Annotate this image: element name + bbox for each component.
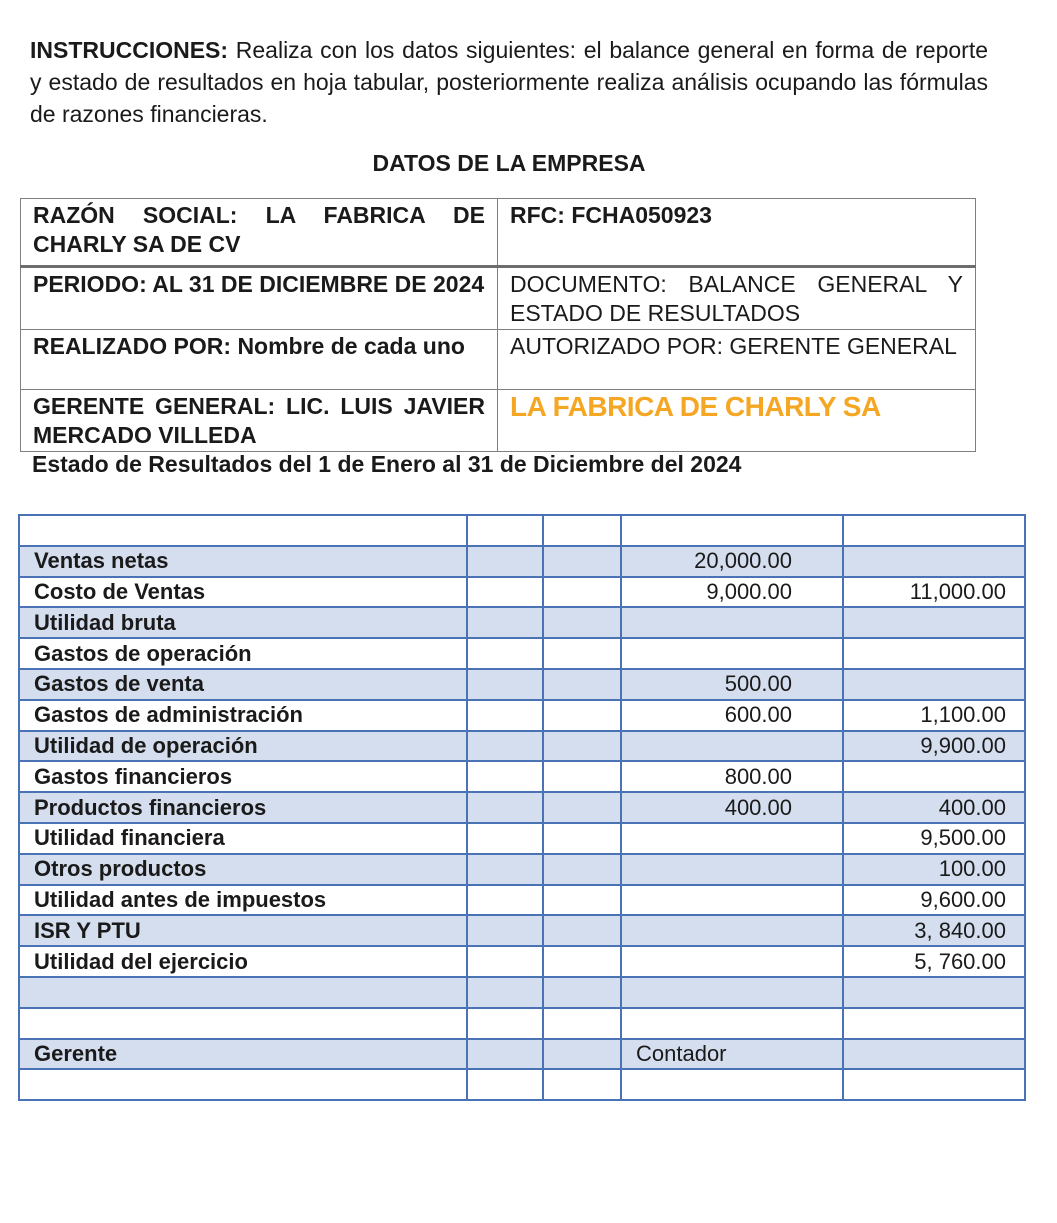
row-cell [543,607,621,638]
table-row [19,731,1025,762]
instructions-text: Realiza con los datos siguientes: el balance general en forma de reporte y estado de resultados en hoja tabular, posteriormente realiza análisis ocupando las fórmulas de razones financieras. [30,37,988,127]
row-partial-cell [621,915,843,946]
row-total-cell [843,1069,1025,1100]
row-label-cell: Productos financieros [19,792,467,823]
row-total-cell [843,761,1025,792]
row-partial-cell: 20,000.00 [621,546,843,577]
row-partial-cell: Contador [621,1039,843,1070]
row-total-cell: 9,900.00 [843,731,1025,762]
row-total-cell [843,1039,1025,1070]
row-label-cell: Otros productos [19,854,467,885]
row-cell [467,515,543,546]
row-cell [543,792,621,823]
row-label-cell: Gastos de administración [19,700,467,731]
row-label-cell: Gerente [19,1039,467,1070]
row-label-cell: ISR Y PTU [19,915,467,946]
row-total-cell: 100.00 [843,854,1025,885]
row-cell [543,761,621,792]
row-total-cell: 11,000.00 [843,577,1025,608]
row-label-cell: Utilidad financiera [19,823,467,854]
row-total-cell: 9,600.00 [843,885,1025,916]
row-partial-cell: 9,000.00 [621,577,843,608]
row-partial-cell [621,977,843,1008]
table-row [19,915,1025,946]
row-cell [543,854,621,885]
statement-title: Estado de Resultados del 1 de Enero al 31 de Diciembre del 2024 [32,451,742,477]
row-cell [467,823,543,854]
row-total-cell [843,515,1025,546]
row-cell [543,946,621,977]
row-cell [467,792,543,823]
row-partial-cell [621,854,843,885]
instructions-paragraph [30,34,988,130]
row-label-cell: Utilidad bruta [19,607,467,638]
row-cell [543,546,621,577]
row-cell [467,638,543,669]
row-cell [543,915,621,946]
documento-cell: DOCUMENTO: BALANCE GENERAL Y ESTADO DE RESULTADOS [498,267,976,330]
table-row [19,946,1025,977]
row-cell [467,915,543,946]
income-statement-table [18,514,1026,1101]
row-partial-cell [621,1069,843,1100]
row-partial-cell: 800.00 [621,761,843,792]
row-partial-cell: 400.00 [621,792,843,823]
row-cell [467,607,543,638]
row-cell [467,854,543,885]
row-partial-cell [621,638,843,669]
row-partial-cell: 600.00 [621,700,843,731]
razon-social-cell: RAZÓN SOCIAL: LA FABRICA DE CHARLY SA DE CV [21,199,498,267]
row-total-cell: 5, 760.00 [843,946,1025,977]
row-cell [467,731,543,762]
table-row [19,977,1025,1008]
row-cell [467,977,543,1008]
table-row [19,854,1025,885]
row-label-cell [19,977,467,1008]
row-cell [543,577,621,608]
instructions-label: INSTRUCCIONES: [30,37,229,63]
row-cell [467,700,543,731]
row-label-cell [19,1008,467,1039]
row-cell [467,946,543,977]
row-partial-cell: 500.00 [621,669,843,700]
row-total-cell: 3, 840.00 [843,915,1025,946]
section-title: DATOS DE LA EMPRESA [372,150,646,176]
table-row [19,638,1025,669]
row-total-cell: 9,500.00 [843,823,1025,854]
table-row [19,885,1025,916]
rfc-cell: RFC: FCHA050923 [498,199,976,267]
table-row [19,577,1025,608]
row-label-cell: Gastos de operación [19,638,467,669]
row-cell [543,977,621,1008]
table-row [19,607,1025,638]
table-row [19,1069,1025,1100]
table-row [19,546,1025,577]
row-cell [543,885,621,916]
table-row [19,761,1025,792]
row-total-cell [843,638,1025,669]
row-partial-cell [621,823,843,854]
row-cell [543,1039,621,1070]
row-cell [467,885,543,916]
row-label-cell: Utilidad de operación [19,731,467,762]
row-cell [467,546,543,577]
row-partial-cell [621,515,843,546]
gerente-cell: GERENTE GENERAL: LIC. LUIS JAVIER MERCADO VILLEDA [21,390,498,452]
table-row [19,515,1025,546]
row-cell [467,1039,543,1070]
table-row [19,823,1025,854]
row-cell [543,669,621,700]
row-cell [543,700,621,731]
row-total-cell: 1,100.00 [843,700,1025,731]
table-row [19,1008,1025,1039]
table-row [19,700,1025,731]
row-label-cell: Costo de Ventas [19,577,467,608]
row-cell [543,515,621,546]
periodo-cell: PERIODO: AL 31 DE DICIEMBRE DE 2024 [21,267,498,330]
row-partial-cell [621,885,843,916]
row-partial-cell [621,731,843,762]
row-partial-cell [621,946,843,977]
row-partial-cell [621,607,843,638]
row-cell [543,731,621,762]
row-cell [467,577,543,608]
row-label-cell: Utilidad antes de impuestos [19,885,467,916]
row-total-cell: 400.00 [843,792,1025,823]
row-label-cell [19,1069,467,1100]
row-total-cell [843,1008,1025,1039]
row-label-cell: Gastos de venta [19,669,467,700]
row-partial-cell [621,1008,843,1039]
row-total-cell [843,669,1025,700]
row-cell [467,669,543,700]
table-row [19,1039,1025,1070]
row-cell [467,761,543,792]
row-total-cell [843,546,1025,577]
row-label-cell: Utilidad del ejercicio [19,946,467,977]
table-row [19,669,1025,700]
row-cell [467,1069,543,1100]
company-info-table [20,198,976,452]
row-label-cell: Gastos financieros [19,761,467,792]
brand-cell: LA FABRICA DE CHARLY SA [498,390,976,452]
autorizado-cell: AUTORIZADO POR: GERENTE GENERAL [498,330,976,390]
row-cell [543,1008,621,1039]
realizado-cell: REALIZADO POR: Nombre de cada uno [21,330,498,390]
row-cell [543,823,621,854]
row-label-cell [19,515,467,546]
row-label-cell: Ventas netas [19,546,467,577]
row-total-cell [843,977,1025,1008]
row-total-cell [843,607,1025,638]
row-cell [543,1069,621,1100]
row-cell [543,638,621,669]
row-cell [467,1008,543,1039]
table-row [19,792,1025,823]
